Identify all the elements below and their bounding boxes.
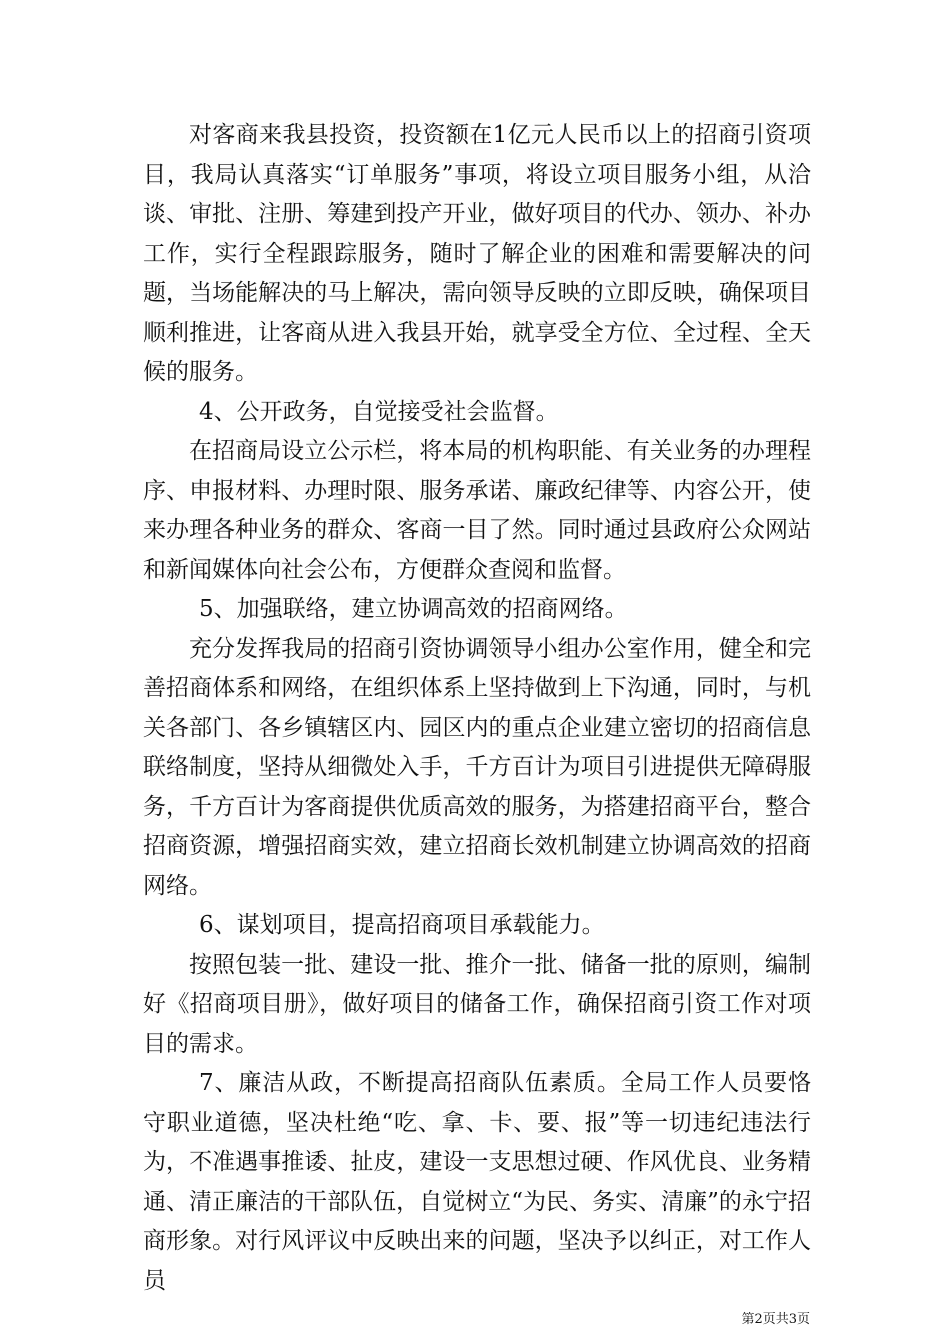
body-text: [143, 116, 811, 1301]
heading-item-4: 4、公开政务，自觉接受社会监督。: [199, 398, 559, 425]
paragraph-project-reserve: 按照包装一批、建设一批、推介一批、储备一批的原则，编制好《招商项目册》，做好项目的储备工作，确保招商引资工作对项目的需求。: [143, 951, 811, 1057]
heading-item-6: 6、谋划项目，提高招商项目承载能力。: [199, 912, 605, 938]
page-number-footer: 第2页共3页: [741, 1312, 810, 1327]
paragraph-order-service: 对客商来我县投资，投资额在1亿元人民币以上的招商引资项目，我局认真落实“订单服务”事项，将设立项目服务小组，从洽谈、审批、注册、筹建到投产开业，做好项目的代办、领办、补办工作，实行全程跟踪服务，随时了解企业的困难和需要解决的问题，当场能解决的马上解决，需向领导反映的立即反映，确保项目顺利推进，让客商从进入我县开始，就享受全方位、全过程、全天候的服务。: [143, 122, 811, 385]
paragraph-integrity: 7、廉洁从政，不断提高招商队伍素质。全局工作人员要恪守职业道德，坚决杜绝“吃、拿、卡、要、报”等一切违纪违法行为，不准遇事推诿、扯皮，建设一支思想过硬、作风优良、业务精通、清正廉洁的干部队伍，自觉树立“为民、务实、清廉”的永宁招商形象。对行风评议中反映出来的问题，坚决予以纠正，对工作人员: [143, 1070, 811, 1294]
heading-item-5: 5、加强联络，建立协调高效的招商网络。: [199, 596, 628, 622]
paragraph-investment-network: 充分发挥我局的招商引资协调领导小组办公室作用，健全和完善招商体系和网络，在组织体系上坚持做到上下沟通，同时，与机关各部门、各乡镇辖区内、园区内的重点企业建立密切的招商信息联络制度，坚持从细微处入手，千方百计为项目引进提供无障碍服务，千方百计为客商提供优质高效的服务，为搭建招商平台，整合招商资源，增强招商实效，建立招商长效机制建立协调高效的招商网络。: [143, 635, 811, 899]
paragraph-public-notice: 在招商局设立公示栏，将本局的机构职能、有关业务的办理程序、申报材料、办理时限、服务承诺、廉政纪律等、内容公开，使来办理各种业务的群众、客商一目了然。同时通过县政府公众网站和新闻媒体向社会公布，方便群众查阅和监督。: [143, 438, 811, 583]
